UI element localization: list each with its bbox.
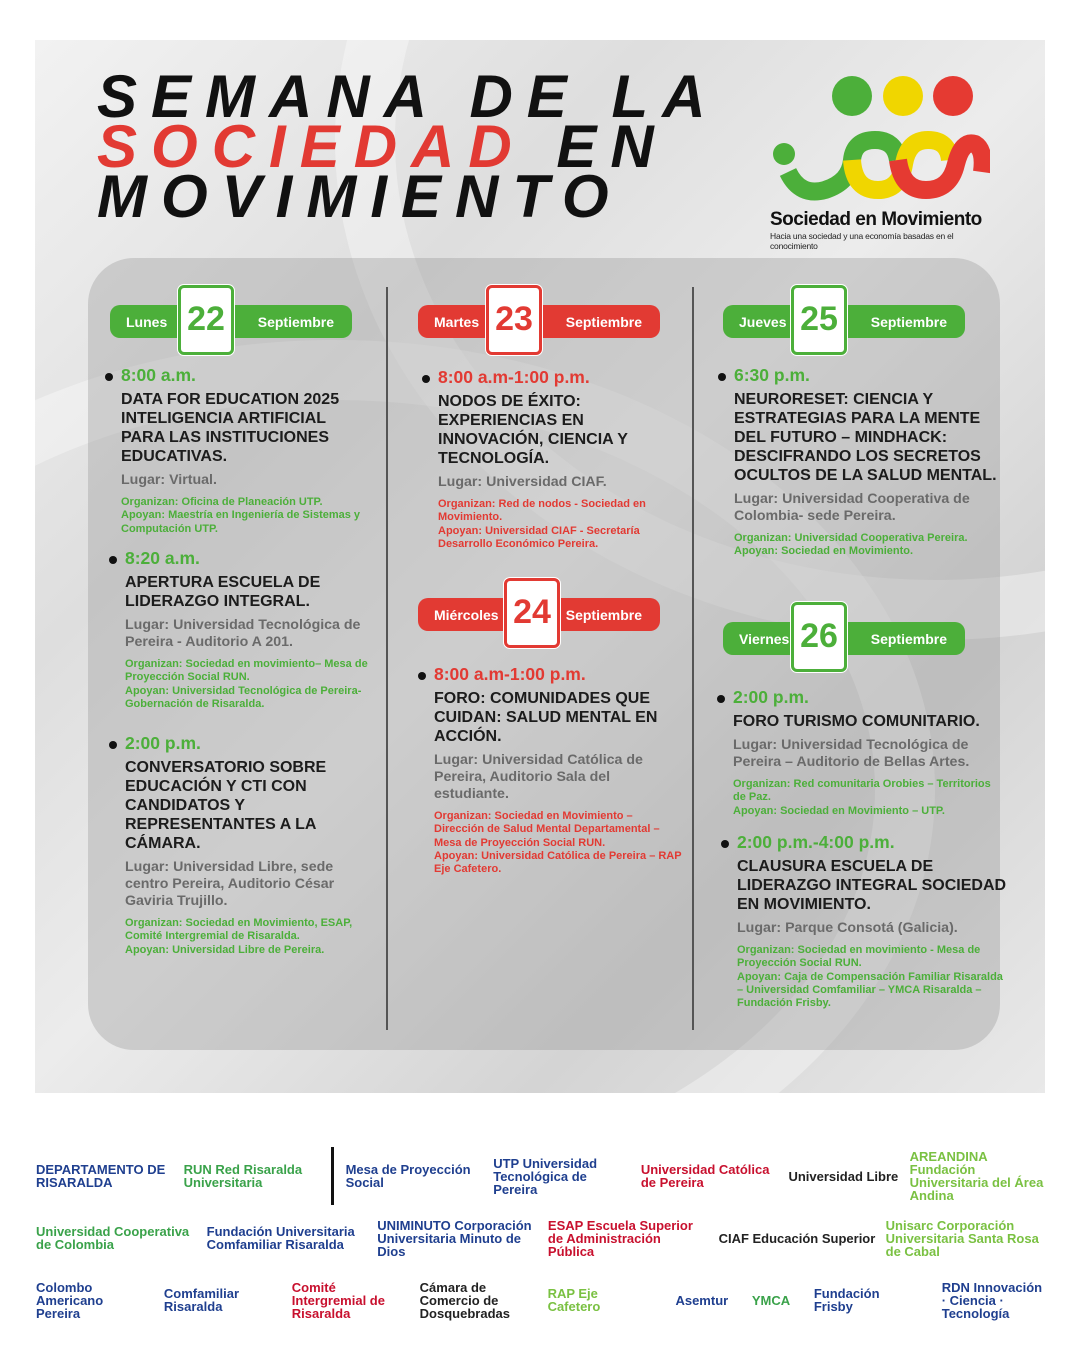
column-divider	[386, 287, 388, 1030]
sponsor-logo: YMCA	[751, 1292, 791, 1308]
logo-mark-icon	[770, 72, 990, 202]
event-item	[434, 664, 684, 876]
supporters-label: Apoyan:	[125, 684, 169, 697]
event-organizers	[125, 658, 375, 711]
sponsor-logo: Colombo Americano Pereira	[36, 1279, 104, 1321]
sponsor-logo: Fundación Frisby	[813, 1286, 880, 1314]
event-title: NODOS DE ÉXITO: EXPERIENCIAS EN INNOVACIÓN, CIENCIA Y TECNOLOGÍA.	[438, 393, 628, 467]
sponsor-logo: Universidad Católica de Pereira	[640, 1162, 770, 1190]
organizers-text: Oficina de Planeación UTP.	[181, 496, 323, 508]
organizers-label: Organizan:	[121, 496, 179, 508]
logo-separator	[331, 1147, 334, 1205]
event-item	[734, 365, 1004, 559]
supporters-text: Sociedad en Movimiento – UTP.	[780, 804, 945, 817]
event-time: 8:00 a.m.	[121, 365, 371, 386]
organizers-label: Organizan:	[734, 532, 792, 544]
day-number: 25	[791, 285, 847, 355]
month-label: Septiembre	[870, 631, 947, 647]
event-organizers	[125, 917, 375, 957]
sponsor-logo: RDN Innovación · Ciencia · Tecnología	[941, 1279, 1043, 1321]
supporters-text: Maestría en Ingeniería de Sistemas y Computación UTP.	[121, 509, 361, 535]
title-highlight: SOCIEDAD	[97, 113, 526, 180]
supporters-text: Caja de Compensación Familiar Risaralda – Universidad Comfamiliar – YMCA Risaralda – Fundación Frisby.	[737, 970, 1003, 1010]
sponsor-logo: CIAF Educación Superior	[718, 1230, 876, 1246]
weekday-label: Miércoles	[434, 607, 499, 623]
event-place: Lugar: Universidad Cooperativa de Colombia- sede Pereira.	[734, 491, 970, 524]
supporters-label: Apoyan:	[734, 545, 778, 558]
event-item	[737, 832, 1007, 1010]
month-label: Septiembre	[565, 314, 642, 330]
event-place: Lugar: Universidad Tecnológica de Pereira - Auditorio A 201.	[125, 617, 361, 650]
supporters-text: Universidad Libre de Pereira.	[172, 943, 325, 956]
day-badge-miércoles	[418, 578, 660, 631]
event-place: Lugar: Universidad Tecnológica de Pereira – Auditorio de Bellas Artes.	[733, 737, 970, 770]
weekday-label: Viernes	[739, 631, 790, 647]
organizers-label: Organizan:	[125, 658, 183, 670]
title-line: MOVIMIENTO	[97, 163, 623, 230]
organizers-label: Organizan:	[125, 917, 183, 929]
month-label: Septiembre	[257, 314, 334, 330]
organizers-text: Sociedad en movimiento– Mesa de Proyección Social RUN.	[125, 658, 368, 684]
sponsor-row	[36, 1269, 1046, 1331]
event-title: FORO: COMUNIDADES QUE CUIDAN: SALUD MENTAL EN ACCIÓN.	[434, 690, 658, 745]
organizers-text: Sociedad en Movimiento, ESAP, Comité Intergremial de Risaralda.	[125, 917, 353, 943]
logo-name: Sociedad en Movimiento	[770, 209, 982, 230]
organizers-label: Organizan:	[438, 498, 496, 510]
event-time: 2:00 p.m.	[125, 733, 375, 754]
sponsor-logo: DEPARTAMENTO DE RISARALDA	[36, 1162, 166, 1190]
sociedad-en-movimiento-logo	[770, 72, 990, 251]
page-title	[97, 63, 720, 230]
day-number: 24	[504, 578, 560, 648]
supporters-text: Sociedad en Movimiento.	[781, 545, 914, 558]
event-organizers	[434, 810, 684, 876]
organizers-text: Sociedad en Movimiento – Dirección de Salud Mental Departamental – Mesa de Proyección Social RUN.	[434, 810, 660, 849]
title-word: EN	[556, 113, 668, 180]
sponsor-logo: Universidad Libre	[788, 1168, 899, 1184]
event-item	[121, 365, 371, 536]
supporters-text: Universidad Tecnológica de Pereira-Gobernación de Risaralda.	[125, 684, 362, 710]
weekday-label: Martes	[434, 314, 480, 330]
month-label: Septiembre	[870, 314, 947, 330]
sponsor-logo: Mesa de Proyección Social	[345, 1162, 471, 1190]
title-line: SEMANA DE LA	[97, 63, 720, 130]
event-time: 8:20 a.m.	[125, 548, 375, 569]
month-label: Septiembre	[565, 607, 642, 623]
event-organizers	[121, 496, 371, 536]
event-time: 2:00 p.m.-4:00 p.m.	[737, 832, 1007, 853]
organizers-text: Red comunitaria Orobies – Territorios de Paz.	[733, 778, 991, 804]
organizers-text: Red de nodos - Sociedad en Movimiento.	[438, 498, 646, 524]
sponsor-logo: Comité Intergremial de Risaralda	[291, 1279, 385, 1321]
organizers-text: Sociedad en movimiento - Mesa de Proyección Social RUN.	[737, 944, 981, 970]
event-place: Lugar: Virtual.	[121, 472, 217, 488]
sponsor-logo: Unisarc Corporación Universitaria Santa Rosa de Cabal	[885, 1217, 1039, 1259]
event-time: 8:00 a.m-1:00 p.m.	[434, 664, 684, 685]
day-badge-viernes	[723, 602, 965, 655]
supporters-text: Universidad Católica de Pereira – RAP Eje Cafetero.	[434, 849, 682, 876]
event-place: Lugar: Parque Consotá (Galicia).	[737, 920, 958, 936]
event-item	[125, 548, 375, 711]
event-time: 6:30 p.m.	[734, 365, 1004, 386]
organizers-label: Organizan:	[733, 778, 791, 790]
supporters-label: Apoyan:	[438, 524, 482, 537]
organizers-text: Universidad Cooperativa Pereira.	[794, 532, 968, 544]
day-number: 22	[178, 285, 234, 355]
sponsor-logo: Comfamiliar Risaralda	[163, 1286, 240, 1314]
event-title: DATA FOR EDUCATION 2025 INTELIGENCIA ARTIFICIAL PARA LAS INSTITUCIONES EDUCATIVAS.	[121, 391, 340, 465]
event-item	[125, 733, 375, 957]
organizers-label: Organizan:	[737, 944, 795, 956]
sponsor-logo: UTP Universidad Tecnológica de Pereira	[493, 1155, 598, 1197]
day-badge-jueves	[723, 285, 965, 338]
event-title: APERTURA ESCUELA DE LIDERAZGO INTEGRAL.	[125, 574, 321, 610]
event-item	[733, 687, 1003, 818]
sponsor-logo: Asemtur	[675, 1292, 729, 1308]
event-organizers	[733, 778, 1003, 818]
sponsor-logo: ESAP Escuela Superior de Administración Pública	[547, 1217, 693, 1259]
sponsor-logos	[36, 1145, 1046, 1331]
day-badge-martes	[418, 285, 660, 338]
event-place: Lugar: Universidad Libre, sede centro Pereira, Auditorio César Gaviria Trujillo.	[125, 859, 335, 909]
event-title: NEURORESET: CIENCIA Y ESTRATEGIAS PARA LA MENTE DEL FUTURO – MINDHACK: DESCIFRANDO LOS SECRETOS OCULTOS DE LA SALUD MENTAL.	[734, 391, 997, 484]
sponsor-logo: AREANDINA Fundación Universitaria del Área Andina	[909, 1149, 1044, 1203]
sponsor-logo: Universidad Cooperativa de Colombia	[36, 1224, 190, 1252]
event-title: CONVERSATORIO SOBRE EDUCACIÓN Y CTI CON CANDIDATOS Y REPRESENTANTES A LA CÁMARA.	[125, 759, 327, 852]
event-time: 2:00 p.m.	[733, 687, 1003, 708]
supporters-label: Apoyan:	[434, 849, 478, 862]
supporters-label: Apoyan:	[121, 509, 165, 522]
event-time: 8:00 a.m-1:00 p.m.	[438, 367, 688, 388]
supporters-label: Apoyan:	[125, 943, 169, 956]
event-title: FORO TURISMO COMUNITARIO.	[733, 713, 980, 730]
event-organizers	[438, 498, 688, 551]
day-badge-lunes	[110, 285, 352, 338]
event-organizers	[737, 944, 1007, 1010]
event-title: CLAUSURA ESCUELA DE LIDERAZGO INTEGRAL SOCIEDAD EN MOVIMIENTO.	[737, 858, 1007, 913]
sponsor-logo: Fundación Universitaria Comfamiliar Risaralda	[206, 1224, 355, 1252]
logo-tagline: Hacia una sociedad y una economía basadas en el conocimiento	[770, 231, 954, 251]
event-organizers	[734, 532, 1004, 559]
day-number: 23	[486, 285, 542, 355]
supporters-label: Apoyan:	[737, 970, 781, 983]
weekday-label: Jueves	[739, 314, 787, 330]
sponsor-row	[36, 1145, 1046, 1207]
supporters-text: Universidad CIAF - Secretaría Desarrollo Económico Pereira.	[438, 524, 640, 550]
event-place: Lugar: Universidad Católica de Pereira, Auditorio Sala del estudiante.	[434, 752, 643, 802]
sponsor-row	[36, 1207, 1046, 1269]
day-number: 26	[791, 602, 847, 672]
sponsor-logo: UNIMINUTO Corporación Universitaria Minuto de Dios	[377, 1217, 532, 1259]
event-place: Lugar: Universidad CIAF.	[438, 474, 607, 490]
sponsor-logo: RUN Red Risaralda Universitaria	[183, 1162, 303, 1190]
organizers-label: Organizan:	[434, 810, 492, 822]
sponsor-logo: Cámara de Comercio de Dosquebradas	[419, 1279, 510, 1321]
weekday-label: Lunes	[126, 314, 168, 330]
event-item	[438, 367, 688, 551]
poster	[35, 40, 1045, 1093]
sponsor-logo: RAP Eje Cafetero	[547, 1286, 601, 1314]
supporters-label: Apoyan:	[733, 804, 777, 817]
column-divider	[692, 287, 694, 1030]
